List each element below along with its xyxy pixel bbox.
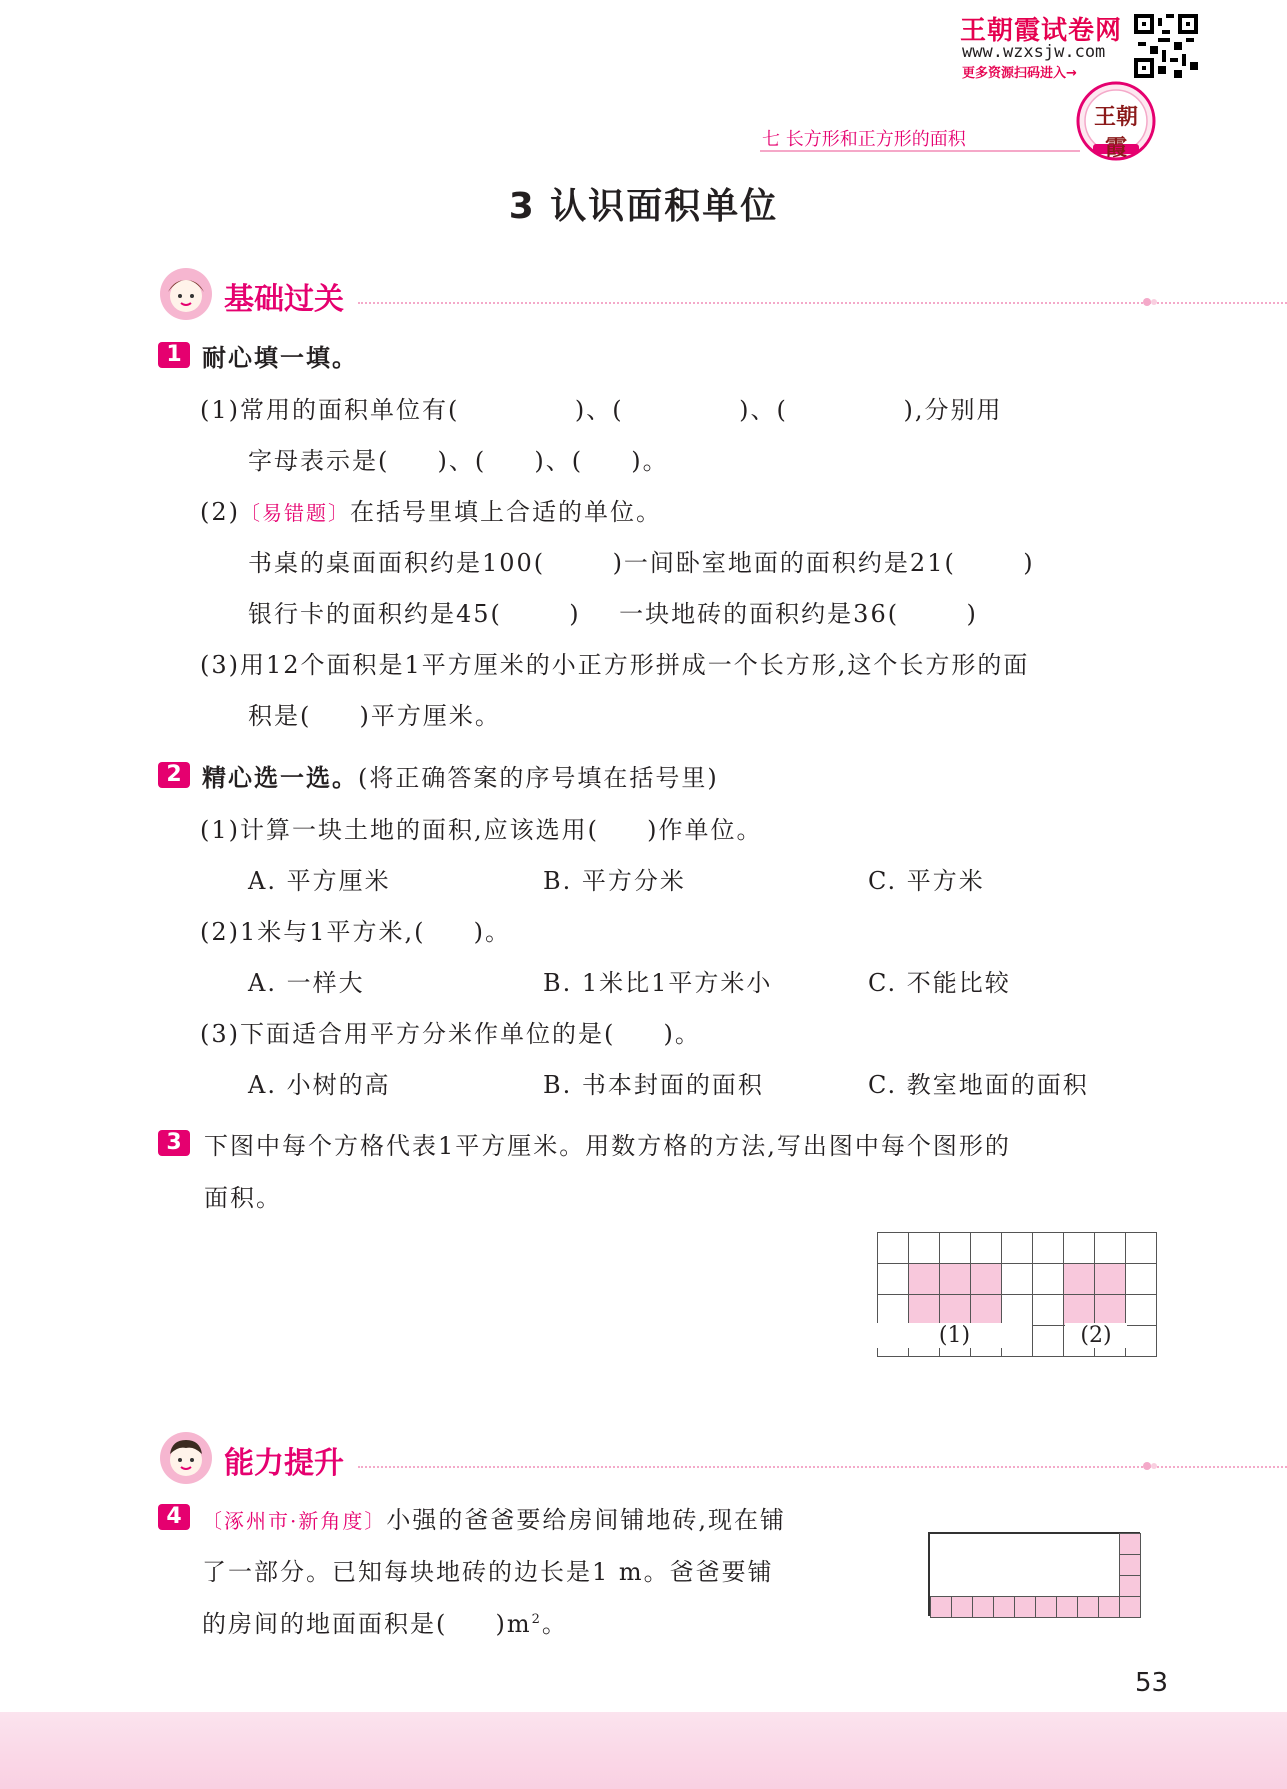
dots-ornament-icon — [1142, 1458, 1158, 1474]
floor-tile — [1035, 1596, 1057, 1618]
chapter-underline — [760, 150, 1080, 152]
q4-room-diagram — [928, 1532, 1140, 1616]
q1-part2-line1: 书桌的桌面面积约是100( )一间卧室地面的面积约是21( ) — [248, 549, 1035, 577]
q1-part3-line1: (3)用12个面积是1平方厘米的小正方形拼成一个长方形,这个长方形的面 — [200, 651, 1030, 679]
q4-text3-end: 。 — [541, 1610, 568, 1638]
q1-part3-line2: 积是( )平方厘米。 — [248, 702, 501, 730]
floor-tile — [1119, 1596, 1141, 1618]
floor-tile — [1077, 1596, 1099, 1618]
section-advanced — [158, 1430, 1158, 1490]
q3-figure-1-label: (1) — [877, 1323, 1032, 1348]
q4-text1: 小强的爸爸要给房间铺地砖,现在铺 — [386, 1506, 786, 1534]
question-number-4: 4 — [158, 1504, 190, 1530]
q2-sub1: (1)计算一块土地的面积,应该选用( )作单位。 — [200, 816, 763, 844]
chapter-title: 七 长方形和正方形的面积 — [762, 129, 966, 150]
grid-square — [1094, 1294, 1126, 1326]
q1-part1-line1: (1)常用的面积单位有( )、( )、( ),分别用 — [200, 396, 1003, 424]
q1-part2-header — [200, 492, 662, 527]
grid-square — [1001, 1294, 1033, 1326]
section-basic — [158, 266, 1158, 326]
q4-tag: 〔涿州市·新角度〕 — [202, 1509, 387, 1533]
q2-instruction: (将正确答案的序号填在括号里) — [358, 764, 719, 792]
grid-square — [908, 1294, 940, 1326]
brand-title: 王朝霞试卷网 — [960, 16, 1123, 46]
grid-square — [939, 1263, 971, 1295]
q2-sub2-option-b: B. 1米比1平方米小 — [543, 969, 773, 997]
grid-square — [877, 1263, 909, 1295]
q1-title: 耐心填一填。 — [202, 344, 358, 372]
q2-sub1-option-a: A. 平方厘米 — [248, 867, 391, 895]
q1-part1-line2: 字母表示是( )、( )、( )。 — [248, 447, 669, 475]
q2-sub3-option-b: B. 书本封面的面积 — [543, 1071, 764, 1099]
floor-tile — [1098, 1596, 1120, 1618]
floor-tile — [993, 1596, 1015, 1618]
grid-square — [1032, 1294, 1064, 1326]
q2-sub2: (2)1米与1平方米,( )。 — [200, 918, 512, 946]
lesson-title: 3 认识面积单位 — [508, 186, 779, 227]
q1-part2-line2: 银行卡的面积约是45( ) 一块地砖的面积约是36( ) — [248, 600, 978, 628]
floor-tile — [930, 1596, 952, 1618]
difficulty-tag: 〔易错题〕 — [240, 501, 350, 525]
grid-square — [1094, 1263, 1126, 1295]
section-basic-label: 基础过关 — [224, 282, 344, 317]
brand-url[interactable]: www.wzxsjw.com — [962, 42, 1106, 62]
q2-sub2-option-c: C. 不能比较 — [868, 969, 1011, 997]
floor-tile — [1119, 1554, 1141, 1576]
page-number: 53 — [1135, 1668, 1169, 1698]
grid-square — [1001, 1263, 1033, 1295]
q4-text3: 的房间的地面面积是( )m — [202, 1610, 532, 1638]
q2-sub1-option-c: C. 平方米 — [868, 867, 985, 895]
question-number-3: 3 — [158, 1130, 190, 1156]
boy-avatar-icon — [158, 1430, 214, 1486]
grid-square — [1125, 1232, 1157, 1264]
q4-superscript: 2 — [531, 1612, 542, 1627]
seal-logo-text: 王朝霞 — [1093, 104, 1138, 161]
grid-square — [1032, 1232, 1064, 1264]
question-number-2: 2 — [158, 762, 190, 788]
grid-square — [877, 1294, 909, 1326]
grid-square — [908, 1232, 940, 1264]
floor-tile — [1119, 1533, 1141, 1555]
floor-tile — [1056, 1596, 1078, 1618]
floor-tile — [1014, 1596, 1036, 1618]
q2-title: 精心选一选。 — [202, 764, 358, 792]
grid-square — [1063, 1232, 1095, 1264]
grid-square — [908, 1263, 940, 1295]
q3-line1: 下图中每个方格代表1平方厘米。用数方格的方法,写出图中每个图形的 — [204, 1132, 1011, 1160]
q4-line2: 了一部分。已知每块地砖的边长是1 m。爸爸要铺 — [202, 1558, 774, 1586]
q2-sub3-option-a: A. 小树的高 — [248, 1071, 391, 1099]
grid-square — [1125, 1325, 1157, 1357]
grid-square — [939, 1294, 971, 1326]
q2-sub3-option-c: C. 教室地面的面积 — [868, 1071, 1089, 1099]
q2-title-row — [202, 758, 719, 793]
dots-ornament-icon — [1142, 294, 1158, 310]
section-advanced-label: 能力提升 — [224, 1446, 344, 1481]
q2-sub2-option-a: A. 一样大 — [248, 969, 365, 997]
grid-square — [877, 1232, 909, 1264]
q2-sub3: (3)下面适合用平方分米作单位的是( )。 — [200, 1020, 701, 1048]
grid-square — [1032, 1325, 1064, 1357]
floor-tile — [951, 1596, 973, 1618]
q1-part2-text: 在括号里填上合适的单位。 — [350, 498, 662, 526]
floor-tile — [972, 1596, 994, 1618]
q3-line2: 面积。 — [204, 1184, 282, 1212]
q4-line1 — [202, 1500, 786, 1535]
grid-square — [1063, 1263, 1095, 1295]
q2-sub1-option-b: B. 平方分米 — [543, 867, 686, 895]
grid-square — [970, 1263, 1002, 1295]
grid-square — [1125, 1294, 1157, 1326]
q3-figure-2-label: (2) — [1065, 1323, 1127, 1348]
grid-square — [1063, 1294, 1095, 1326]
girl-avatar-icon — [158, 266, 214, 322]
floor-tile — [1119, 1575, 1141, 1597]
qr-code-icon[interactable] — [1134, 14, 1198, 78]
grid-square — [1094, 1232, 1126, 1264]
grid-square — [970, 1232, 1002, 1264]
brand-scan-hint: 更多资源扫码进入→ — [962, 66, 1077, 81]
q4-line3 — [202, 1604, 568, 1639]
grid-square — [1001, 1232, 1033, 1264]
grid-square — [1032, 1263, 1064, 1295]
footer-band — [0, 1712, 1287, 1789]
grid-square — [939, 1232, 971, 1264]
grid-square — [1125, 1263, 1157, 1295]
q1-part2-prefix: (2) — [200, 498, 240, 526]
question-number-1: 1 — [158, 342, 190, 368]
grid-square — [970, 1294, 1002, 1326]
